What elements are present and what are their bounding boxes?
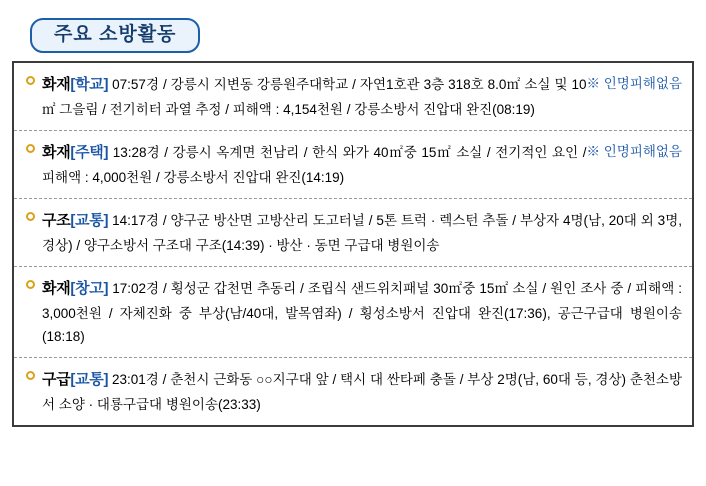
table-row [14,358,692,425]
row-content [42,276,682,348]
row-category [42,212,108,229]
row-category [42,76,108,93]
row-content [42,208,682,257]
row-category-sub: [교통] [70,211,109,229]
row-content [42,72,682,121]
row-text: 13:28경 / 강릉시 옥계면 천남리 / 한식 와가 40㎡중 15㎡ 소실 / 전기적인 요인 / 피해액 : 4,000천원 / 강릉소방서 진압대 완진(14:19) [42,144,587,185]
row-category-sub: [주택] [70,143,109,161]
row-category-kind: 화재 [42,75,71,93]
row-text: 23:01경 / 춘천시 근화동 ○○지구대 앞 / 택시 대 싼타페 충돌 / 부상 2명(남, 60대 등, 경상) 춘천소방서 소양 · 대룡구급대 병원이송(23:33) [42,372,682,412]
row-category-kind: 구급 [42,371,71,389]
row-category-sub: [창고] [70,279,109,297]
row-content [42,367,682,416]
row-note: ※ 인명피해없음 [586,75,682,91]
table-row [14,131,692,199]
activity-table [12,61,694,427]
bullet-icon [26,276,42,292]
row-category [42,144,108,161]
row-note: ※ 인명피해없음 [586,143,682,159]
row-text: 14:17경 / 양구군 방산면 고방산리 도고터널 / 5톤 트럭 · 렉스턴 추돌 / 부상자 4명(남, 20대 외 3명, 경상) / 양구소방서 구조대 구조(14:39) · 방산 · 동면 구급대 병원이송 [42,212,682,253]
table-row [14,199,692,267]
row-category [42,371,108,388]
bullet-icon [26,72,42,88]
page-title: 주요 소방활동 [30,18,200,53]
row-category-kind: 구조 [42,211,71,229]
row-text: 17:02경 / 횡성군 갑천면 추동리 / 조립식 샌드위치패널 30㎡중 15㎡ 소실 / 원인 조사 중 / 피해액 : 3,000천원 / 자체진화 중 부상(남/40대, 발목염좌) / 횡성소방서 진압대 완진(17:36), 공근구급대 병원이송(18:18) [42,280,682,344]
table-row [14,63,692,131]
row-category-sub: [교통] [70,371,109,389]
table-row [14,267,692,358]
bullet-icon [26,140,42,156]
bullet-icon [26,367,42,383]
bullet-icon [26,208,42,224]
row-category-kind: 화재 [42,279,71,297]
row-category-kind: 화재 [42,143,71,161]
row-category [42,280,108,297]
row-category-sub: [학교] [70,75,109,93]
title-banner [30,18,694,53]
row-content [42,140,682,189]
row-text: 07:57경 / 강릉시 지변동 강릉원주대학교 / 자연1호관 3층 318호 8.0㎡ 소실 및 10㎡ 그을림 / 전기히터 과열 추정 / 피해액 : 4,154천원 / 강릉소방서 진압대 완진(08:19) [42,76,587,117]
